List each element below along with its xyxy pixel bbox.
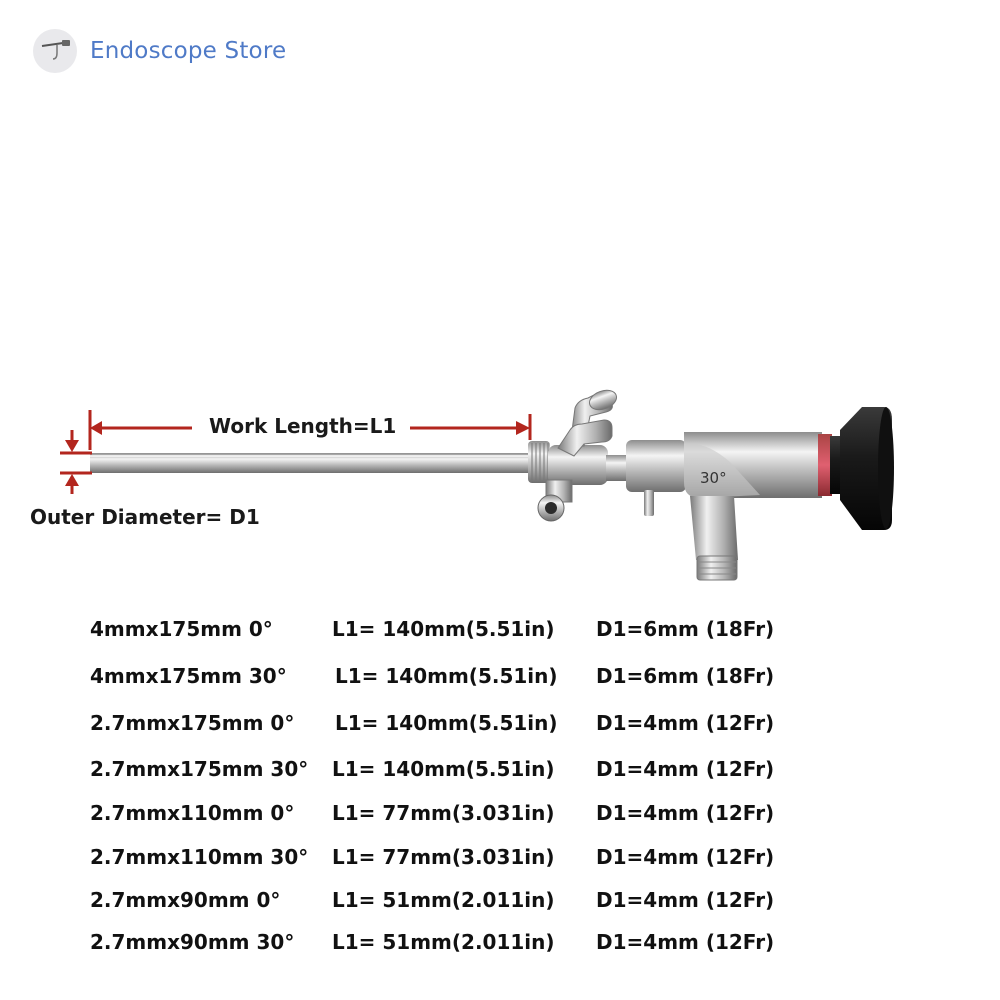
spec-model: 2.7mmx175mm 30° xyxy=(90,757,309,781)
spec-diameter: D1=4mm (12Fr) xyxy=(596,930,775,954)
angle-marking: 30° xyxy=(700,469,727,487)
spec-diameter: D1=4mm (12Fr) xyxy=(596,801,775,825)
spec-model: 2.7mmx175mm 0° xyxy=(90,711,295,735)
spec-diameter: D1=6mm (18Fr) xyxy=(596,664,775,688)
spec-model: 4mmx175mm 0° xyxy=(90,617,273,641)
work-length-label: Work Length=L1 xyxy=(209,414,397,438)
spec-diameter: D1=4mm (12Fr) xyxy=(596,711,775,735)
spec-diameter: D1=6mm (18Fr) xyxy=(596,617,775,641)
brand-name: Endoscope Store xyxy=(90,38,287,64)
spec-length: L1= 51mm(2.011in) xyxy=(332,930,555,954)
spec-length: L1= 140mm(5.51in) xyxy=(335,711,558,735)
spec-length: L1= 140mm(5.51in) xyxy=(332,757,555,781)
spec-model: 2.7mmx90mm 30° xyxy=(90,930,295,954)
red-ring xyxy=(818,434,832,496)
spec-model: 2.7mmx110mm 0° xyxy=(90,801,295,825)
knurled-ring xyxy=(528,441,550,483)
spec-length: L1= 77mm(3.031in) xyxy=(332,801,555,825)
spec-length: L1= 51mm(2.011in) xyxy=(332,888,555,912)
spec-model: 2.7mmx90mm 0° xyxy=(90,888,281,912)
spec-diameter: D1=4mm (12Fr) xyxy=(596,757,775,781)
spec-model: 2.7mmx110mm 30° xyxy=(90,845,309,869)
fiber-post xyxy=(690,496,738,560)
spec-model: 4mmx175mm 30° xyxy=(90,664,287,688)
spec-length: L1= 140mm(5.51in) xyxy=(332,617,555,641)
outer-diameter-label: Outer Diameter= D1 xyxy=(30,505,260,529)
spec-diameter: D1=4mm (12Fr) xyxy=(596,888,775,912)
light-post-connector xyxy=(626,440,686,492)
outer-diameter-arrow xyxy=(60,430,92,494)
spec-diameter: D1=4mm (12Fr) xyxy=(596,845,775,869)
spec-length: L1= 77mm(3.031in) xyxy=(332,845,555,869)
spec-length: L1= 140mm(5.51in) xyxy=(335,664,558,688)
